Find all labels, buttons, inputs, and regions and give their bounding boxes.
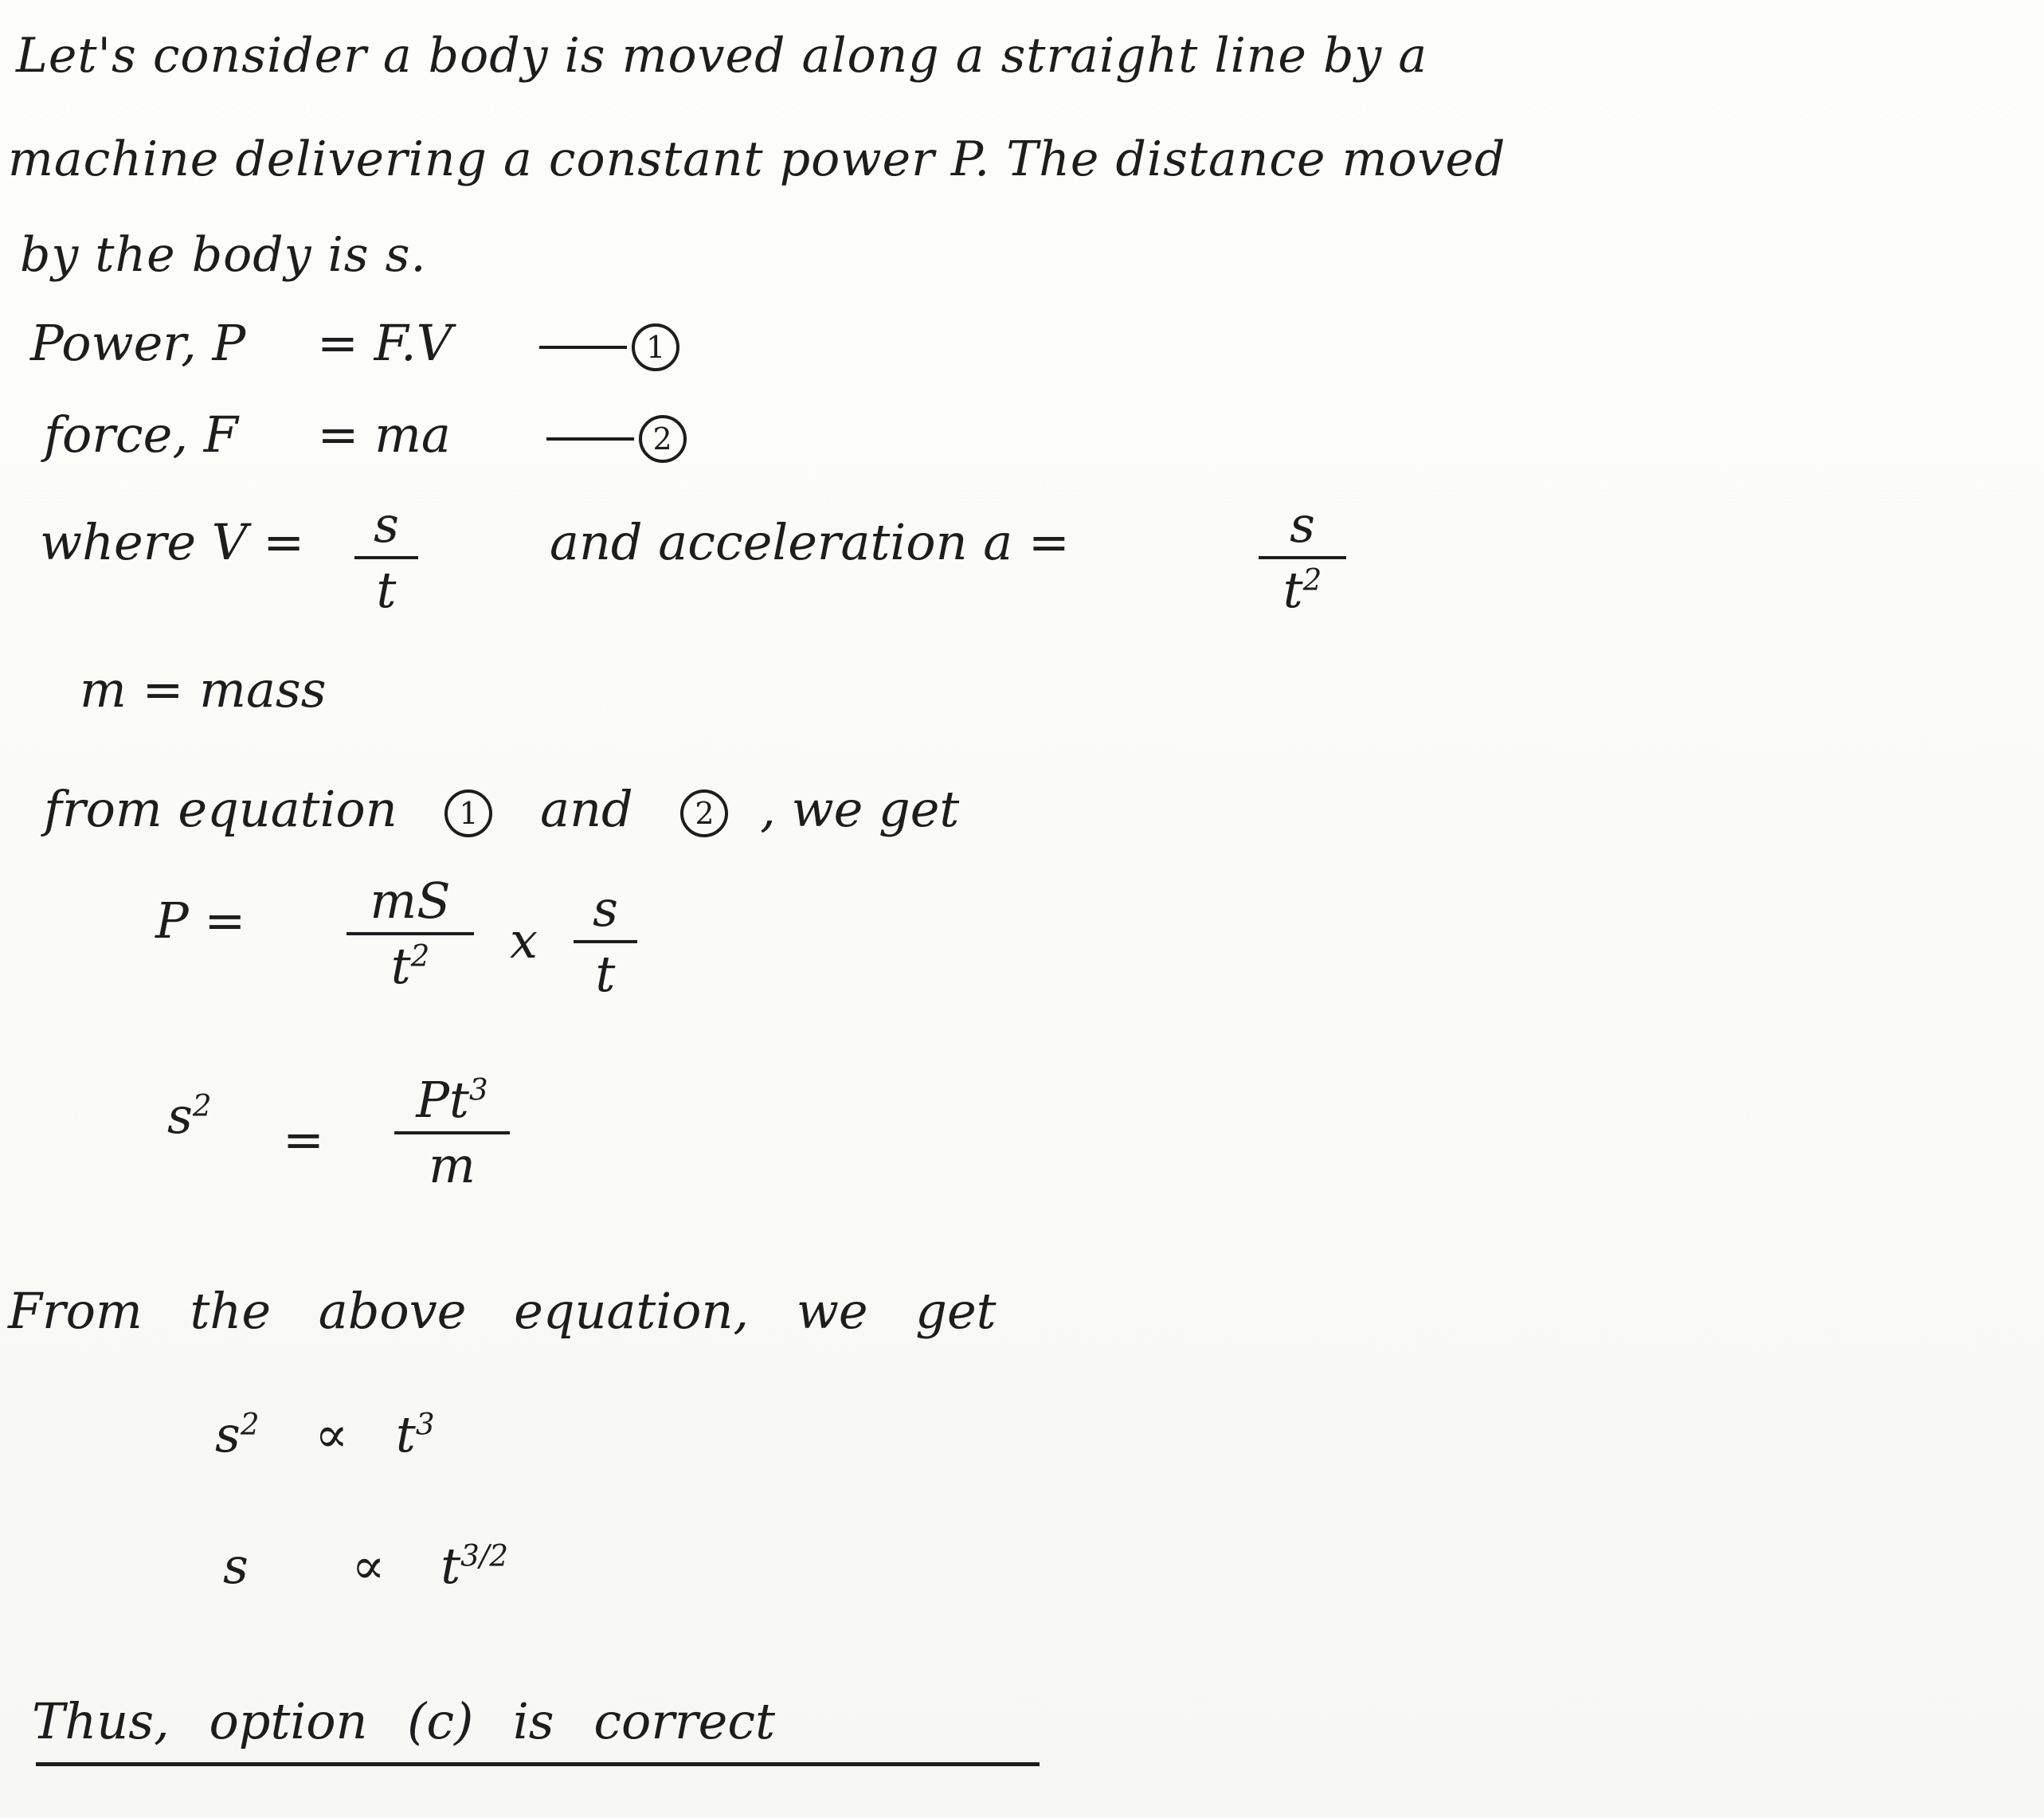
s2-fraction	[394, 1071, 510, 1194]
acceleration-denominator: $t^2$	[1282, 561, 1322, 619]
conclusion-text: Thus, option (c) is correct	[32, 1692, 775, 1750]
eq2-ref-circle: 2	[639, 415, 687, 463]
from-eq-ref1-circle: 1	[444, 789, 492, 837]
eq2-dash	[546, 406, 639, 464]
from-above-line: From the above equation, we get	[8, 1282, 997, 1340]
mass-definition: m = mass	[80, 660, 327, 719]
intro-line-2: machine delivering a constant power P. The distance moved	[8, 131, 1506, 187]
acceleration-numerator: s	[1290, 496, 1315, 554]
velocity-fraction	[354, 496, 418, 619]
s2-lhs: $s^2$	[167, 1087, 212, 1145]
p-fraction-1-numerator: mS	[370, 872, 451, 930]
intro-line-3: by the body is s.	[20, 227, 427, 283]
intro-line-1: Let's consider a body is moved along a straight line by a	[16, 28, 1428, 84]
from-eq-ref2-circle: 2	[680, 789, 728, 837]
proportionality-2	[223, 1537, 509, 1595]
conclusion-underline	[36, 1762, 1040, 1766]
from-eq-text-b: and	[540, 780, 633, 838]
s2-equals: =	[283, 1111, 324, 1169]
prop1-symbol: ∝	[315, 1405, 349, 1463]
eq1-ref-circle: 1	[632, 323, 679, 371]
s2-numerator: Pt$^3$	[416, 1071, 488, 1129]
prop2-symbol: ∝	[351, 1537, 386, 1595]
prop1-rhs: $t^3$	[395, 1405, 435, 1463]
equation-1	[30, 314, 679, 372]
velocity-numerator: s	[374, 496, 399, 554]
proportionality-1	[215, 1405, 435, 1463]
p-times-sign: x	[510, 911, 538, 970]
p-fraction-1	[347, 872, 474, 995]
acceleration-fraction	[1259, 496, 1346, 619]
p-fraction-2-denominator: t	[595, 945, 616, 1003]
from-eq-text-c: , we get	[760, 780, 960, 838]
prop1-lhs: $s^2$	[215, 1405, 260, 1463]
where-middle: and acceleration a =	[550, 513, 1070, 571]
p-fraction-2-numerator: s	[593, 880, 618, 938]
p-fraction-1-denominator: $t^2$	[390, 937, 430, 995]
from-eq-text-a: from equation	[44, 780, 397, 838]
eq1-label: Power, P	[30, 314, 246, 372]
prop2-rhs: $t^{3/2}$	[441, 1537, 509, 1595]
s2-denominator: m	[429, 1136, 476, 1194]
velocity-denominator: t	[376, 561, 397, 619]
eq2-rhs: = ma	[317, 406, 451, 464]
from-equations-line	[44, 780, 960, 838]
p-fraction-2	[574, 880, 637, 1003]
prop2-lhs: s	[223, 1537, 249, 1595]
equation-2	[44, 406, 687, 464]
p-expression-lhs: P =	[155, 891, 246, 950]
eq1-dash	[539, 314, 632, 372]
eq2-label: force, F	[44, 406, 238, 464]
where-prefix: where V =	[40, 513, 305, 571]
eq1-rhs: = F.V	[316, 314, 452, 372]
